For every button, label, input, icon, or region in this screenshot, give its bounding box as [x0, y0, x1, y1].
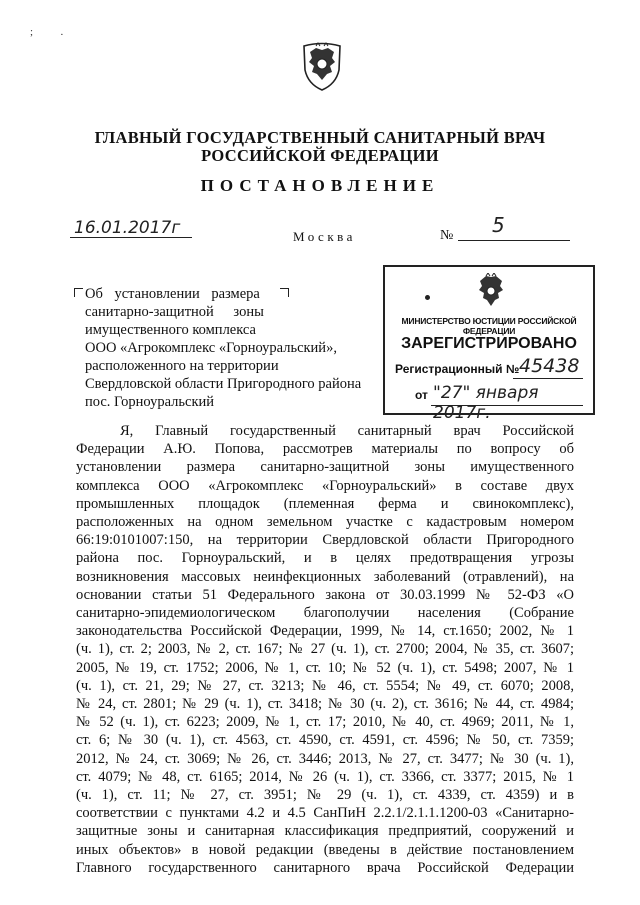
document-city: Москва — [293, 229, 356, 244]
body-line: ст. 4079; № 48, ст. 6165; 2014, № 26 (ч. 1), ст. 3366, ст. 3377; 2015, № 1 — [76, 768, 574, 785]
state-emblem-icon — [301, 40, 343, 92]
body-line: 2012, № 24, ст. 3069; № 26, ст. 3446; 2013, № 27, ст. 3477; № 30 (ч. 1), — [76, 750, 574, 767]
number-label: № — [440, 228, 454, 243]
body-line: 2005, № 19, ст. 1752; 2006, № 1, ст. 10; № 52 (ч. 1), ст. 5498; 2007, № 1 — [76, 659, 574, 676]
document-date: 16.01.2017г — [74, 218, 181, 238]
body-line: основании статьи 51 Федерального закона от 30.03.1999 № 52-ФЗ «О — [76, 586, 574, 603]
reg-number-underline — [513, 378, 583, 379]
date-underline — [70, 237, 192, 238]
stamp-ministry: МИНИСТЕРСТВО ЮСТИЦИИ РОССИЙСКОЙ ФЕДЕРАЦИИ — [401, 316, 577, 336]
body-line: промышленных площадок (племенная ферма и свинокомплекс), — [76, 495, 574, 512]
subject-line: пос. Горноуральский — [85, 394, 215, 410]
body-line: Главного государственного санитарного врача Российской Федерации — [76, 859, 574, 876]
number-underline — [458, 240, 570, 241]
stamp-dot — [425, 295, 430, 300]
stamp-from-label: от — [415, 388, 428, 402]
subject-line: расположенного на территории — [85, 358, 279, 374]
organization-line-2: РОССИЙСКОЙ ФЕДЕРАЦИИ — [201, 146, 439, 165]
subject-corner-left — [74, 288, 83, 297]
reg-date-underline — [431, 405, 583, 406]
registration-stamp — [383, 265, 595, 423]
stamp-reg-date: "27" января 2017г. — [433, 383, 539, 423]
body-line: иных объектов» в новой редакции (введены в действие постановлением — [76, 841, 574, 858]
subject-block — [85, 285, 370, 411]
body-paragraph — [76, 422, 574, 877]
scan-marks: ; . — [30, 26, 64, 38]
body-line: законодательства Российской Федерации, 1999, № 14, ст.1650; 2002, № 1 — [76, 623, 574, 640]
body-line: района пос. Горноуральский, и в целях предотвращения угрозы — [76, 550, 574, 567]
body-line: защитные зоны и санитарная классификация предприятий, сооружений и — [76, 823, 574, 840]
body-line: санитарно-эпидемиологическом благополучии населения (Собрание — [76, 605, 574, 622]
document-type: ПОСТАНОВЛЕНИЕ — [200, 176, 440, 195]
body-line: расположенных на одном земельном участке с кадастровым номером — [76, 514, 574, 531]
body-line: возникновения массовых неинфекционных заболеваний (отравлений), на — [76, 568, 574, 585]
body-line: № 52 (ч. 1), ст. 6223; 2009, № 1, ст. 17; 2010, № 40, ст. 4969; 2011, № 1, — [76, 714, 574, 731]
document-number: 5 — [492, 213, 505, 237]
body-line: установлении размера санитарно-защитной зоны имущественного — [76, 459, 574, 476]
body-line: 66:19:0101007:150, на территории Свердловской области Пригородного — [76, 532, 574, 549]
stamp-reg-number: 45438 — [519, 355, 580, 377]
subject-line: Об установлении размера — [85, 286, 260, 302]
organization-line-1: ГЛАВНЫЙ ГОСУДАРСТВЕННЫЙ САНИТАРНЫЙ ВРАЧ — [94, 128, 546, 147]
stamp-registered: ЗАРЕГИСТРИРОВАНО — [401, 335, 577, 352]
stamp-reg-label: Регистрационный № — [395, 362, 520, 376]
body-line: (ч. 1), ст. 11; № 27, ст. 3951; № 29 (ч. 1), ст. 4339, ст. 4359) и в — [76, 787, 574, 804]
body-line: комплекса ООО «Агрокомплекс «Горноуральский» в составе двух — [76, 477, 574, 494]
subject-line: санитарно-защитной зоны — [85, 304, 264, 320]
body-line: Федерации А.Ю. Попова, рассмотрев материалы по вопросу об — [76, 441, 574, 458]
subject-line: Свердловской области Пригородного района — [85, 376, 362, 392]
body-line: № 24, ст. 2801; № 29 (ч. 1), ст. 3418; № 30 (ч. 2), ст. 3616; № 44, ст. 4984; — [76, 696, 574, 713]
body-line: (ч. 1), ст. 21, 29; № 27, ст. 3213; № 46, ст. 5554; № 49, ст. 6070; 2008, — [76, 677, 574, 694]
subject-line: имущественного комплекса — [85, 322, 256, 338]
subject-line: ООО «Агрокомплекс «Горноуральский», — [85, 340, 337, 356]
body-line: (ч. 1), ст. 2; 2003, № 2, ст. 167; № 27 (ч. 1), ст. 2700; 2004, № 35, ст. 3607; — [76, 641, 574, 658]
body-line: ст. 6; № 30 (ч. 1), ст. 4563, ст. 4590, ст. 4591, ст. 4596; № 50, ст. 7359; — [76, 732, 574, 749]
body-line: соответствии с пунктами 4.2 и 4.5 СанПиН 2.2.1/2.1.1.1200-03 «Санитарно- — [76, 805, 574, 822]
stamp-emblem-icon — [475, 273, 507, 311]
body-line: Я, Главный государственный санитарный врач Российской — [120, 423, 574, 439]
